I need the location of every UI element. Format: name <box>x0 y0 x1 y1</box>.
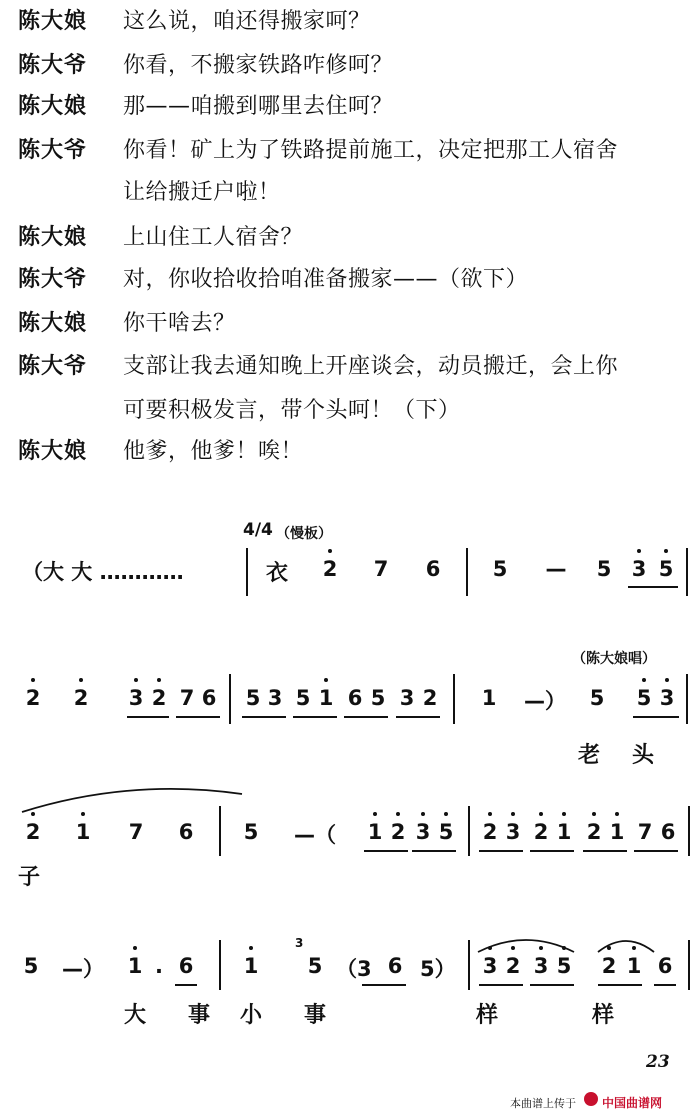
note: 1 <box>555 820 573 844</box>
beam <box>479 984 523 986</box>
note: 2 <box>532 820 550 844</box>
beam <box>654 984 676 986</box>
barline <box>468 806 470 856</box>
beam <box>175 984 197 986</box>
line-text: 你看，不搬家铁路咋修呵？ <box>123 53 394 78</box>
speaker: 陈大爷 <box>18 354 88 379</box>
beam <box>530 850 574 852</box>
tempo-marking: （慢板） <box>276 526 332 542</box>
beam <box>633 716 679 718</box>
note: 2 <box>150 686 168 710</box>
line-text: 这么说，咱还得搬家呵？ <box>123 9 371 34</box>
note: 6 <box>660 820 676 844</box>
note: 2 <box>585 820 603 844</box>
note: —（ <box>294 823 336 847</box>
barline <box>453 674 455 724</box>
line-text: 上山住工人宿舍？ <box>123 225 304 250</box>
score-prefix: （大 大 ………… <box>22 560 184 584</box>
note: 3 <box>267 686 283 710</box>
line-text: 你干啥去？ <box>123 311 236 336</box>
note: 1 <box>608 820 626 844</box>
note: — <box>545 557 567 581</box>
line-text: 你看！矿上为了铁路提前施工，决定把那工人宿舍 <box>123 138 619 163</box>
note: 7 <box>128 820 144 844</box>
note: 5 <box>23 954 39 978</box>
note: 3 <box>658 686 676 710</box>
note: 7 <box>373 557 389 581</box>
note: 1 <box>74 820 92 844</box>
note: 6 <box>425 557 441 581</box>
note: 5 <box>307 954 323 978</box>
beam <box>362 984 406 986</box>
note: 2 <box>422 686 438 710</box>
logo-icon <box>584 1092 598 1106</box>
singer-note: （陈大娘唱） <box>572 651 656 667</box>
beam <box>583 850 627 852</box>
note: 6 <box>201 686 217 710</box>
beam <box>634 850 678 852</box>
slur <box>0 784 700 824</box>
time-signature: 4/4 <box>243 520 273 540</box>
note: 2 <box>24 686 42 710</box>
note: 7 <box>637 820 653 844</box>
beam <box>242 716 286 718</box>
note: 2 <box>481 820 499 844</box>
note: 5 <box>555 954 573 978</box>
note: 6 <box>387 954 403 978</box>
lyric: 头 <box>632 742 655 768</box>
note: 5 <box>635 686 653 710</box>
line-text: 支部让我去通知晚上开座谈会，动员搬迁，会上你 <box>123 354 619 379</box>
lyric: 子 <box>18 864 41 890</box>
speaker: 陈大娘 <box>18 311 88 336</box>
note: 3 <box>504 820 522 844</box>
note: 3 <box>399 686 415 710</box>
note: 1 <box>481 686 497 710</box>
barline <box>219 806 221 856</box>
beam <box>344 716 388 718</box>
line-text: 可要积极发言，带个头呵！（下） <box>123 398 461 423</box>
lyric: 事 <box>304 1002 327 1028</box>
note: 5 <box>596 557 612 581</box>
note: 3 <box>532 954 550 978</box>
barline <box>686 674 688 724</box>
barline <box>686 548 688 596</box>
barline <box>466 548 468 596</box>
line-text: 对，你收拾收拾咱准备搬家——（欲下） <box>123 267 529 292</box>
footer-text: 本曲谱上传于 <box>510 1097 576 1110</box>
grace-note: 3 <box>295 936 304 950</box>
beam <box>293 716 337 718</box>
lyric: 样 <box>592 1002 615 1028</box>
barline <box>688 940 690 990</box>
slur <box>0 922 700 962</box>
barline <box>688 806 690 856</box>
note: 2 <box>600 954 618 978</box>
note: 5 <box>657 557 675 581</box>
beam <box>364 850 408 852</box>
note: 3 <box>127 686 145 710</box>
beam <box>598 984 642 986</box>
note: 1 <box>317 686 335 710</box>
note: 5 <box>243 820 259 844</box>
note: （3 <box>336 957 372 981</box>
note: 6 <box>347 686 363 710</box>
beam <box>628 586 678 588</box>
note: —） <box>62 957 104 981</box>
lyric: 大 <box>124 1002 147 1028</box>
note: . <box>155 954 163 978</box>
line-text: 让给搬迁户啦！ <box>123 180 281 205</box>
note: 6 <box>178 820 194 844</box>
note: 6 <box>657 954 673 978</box>
note: 2 <box>24 820 42 844</box>
lyric: 衣 <box>266 560 289 586</box>
line-text: 他爹，他爹！唉！ <box>123 439 304 464</box>
note: 5 <box>589 686 605 710</box>
note: 3 <box>630 557 648 581</box>
page-number: 23 <box>646 1052 670 1072</box>
note: 5 <box>492 557 508 581</box>
barline <box>229 674 231 724</box>
note: 5 <box>370 686 386 710</box>
barline <box>246 548 248 596</box>
note: 1 <box>366 820 384 844</box>
note: 5 <box>245 686 261 710</box>
lyric: 小 <box>240 1002 263 1028</box>
lyric: 样 <box>476 1002 499 1028</box>
line-text: 那——咱搬到哪里去住呵？ <box>123 94 394 119</box>
speaker: 陈大娘 <box>18 94 88 119</box>
speaker: 陈大娘 <box>18 9 88 34</box>
note: 1 <box>242 954 260 978</box>
note: 2 <box>72 686 90 710</box>
note: 1 <box>625 954 643 978</box>
note: —） <box>524 689 566 713</box>
beam <box>412 850 456 852</box>
beam <box>479 850 523 852</box>
note: 5 <box>295 686 311 710</box>
note: 2 <box>504 954 522 978</box>
note: 2 <box>389 820 407 844</box>
beam <box>176 716 220 718</box>
footer-logo-text: 中国曲谱网 <box>602 1096 663 1110</box>
lyric: 事 <box>188 1002 211 1028</box>
beam <box>396 716 440 718</box>
note: 5） <box>420 957 456 981</box>
speaker: 陈大爷 <box>18 53 88 78</box>
note: 5 <box>437 820 455 844</box>
speaker: 陈大娘 <box>18 439 88 464</box>
note: 1 <box>126 954 144 978</box>
beam <box>127 716 169 718</box>
lyric: 老 <box>578 742 601 768</box>
speaker: 陈大爷 <box>18 267 88 292</box>
note: 7 <box>179 686 195 710</box>
beam <box>530 984 574 986</box>
note: 6 <box>178 954 194 978</box>
note: 3 <box>481 954 499 978</box>
speaker: 陈大爷 <box>18 138 88 163</box>
note: 2 <box>321 557 339 581</box>
speaker: 陈大娘 <box>18 225 88 250</box>
note: 3 <box>414 820 432 844</box>
